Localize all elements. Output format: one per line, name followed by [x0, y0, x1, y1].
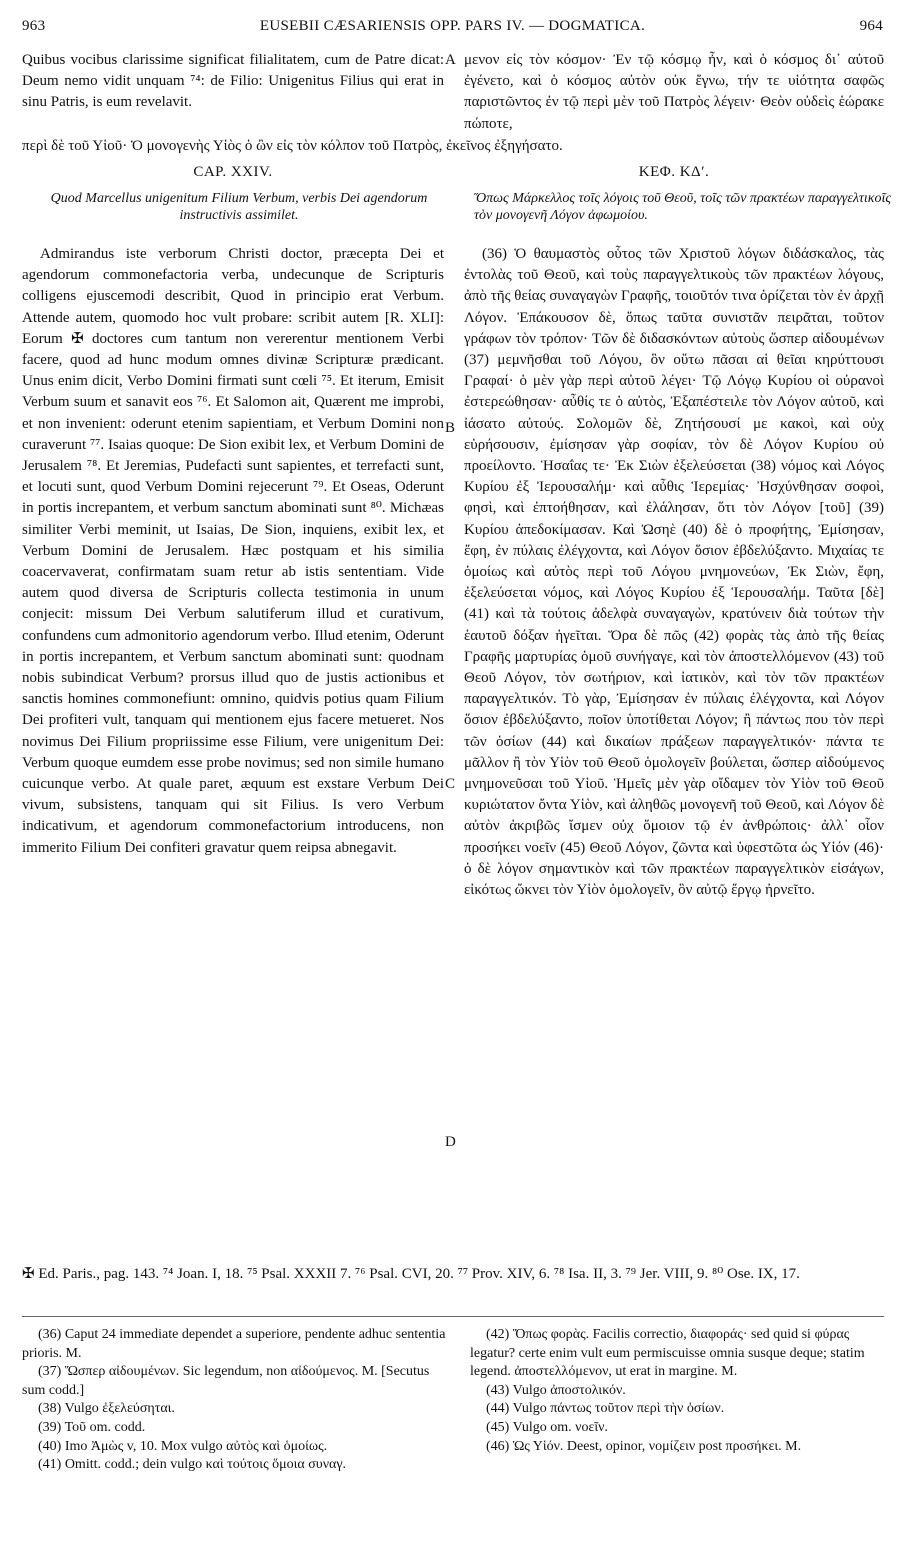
scripture-references: ✠ Ed. Paris., pag. 143. ⁷⁴ Joan. I, 18. ⁷⁵ Psal. XXXII 7. ⁷⁶ Psal. CVI, 20. ⁷⁷ Prov. XIV, 6. ⁷⁸ Isa. II, 3. ⁷⁹ Jer. VIII, 9. ⁸⁰ Ose. IX, 17. [22, 1266, 800, 1282]
latin-chapter-summary: Quod Marcellus unigenitum Filium Verbum, verbis Dei agendorum instructivis assimilet. [50, 191, 428, 223]
note-item: (45) Vulgo om. νοεῖν. [486, 1419, 608, 1435]
top-greek-text: μενον εἰς τὸν κόσμον· Ἐν τῷ κόσμῳ ἦν, καὶ ὁ κόσμος δι᾽ αὐτοῦ ἐγένετο, καὶ ὁ κόσμος αὐτὸν οὐκ ἔγνω, τήν τε υἱότητα σαφῶς παριστῶντος ἐν τῷ περὶ μὲν τοῦ Πατρὸς λέγειν· Θεὸν οὐδεὶς ἑώρακε πώποτε, [464, 52, 884, 132]
note-item: (43) Vulgo ἀποστολικόν. [486, 1382, 626, 1398]
note-item: (39) Τοῦ om. codd. [38, 1419, 146, 1435]
notes-left-column [22, 1326, 452, 1475]
note-item: (40) Imo Ἀμὼς v, 10. Mox vulgo αὐτὸς καὶ ὁμοίως. [38, 1438, 328, 1454]
note-item: (37) Ὥσπερ αἰδουμένων. Sic legendum, non αἰδούμενος. M. [Secutus sum codd.] [22, 1364, 430, 1398]
greek-full-line: περὶ δὲ τοῦ Υἱοῦ· Ὁ μονογενὴς Υἱὸς ὁ ὢν εἰς τὸν κόλπον τοῦ Πατρὸς, ἐκεῖνος ἐξηγήσατο. [22, 138, 563, 154]
note-item: (42) Ὅπως φορὰς. Facilis correctio, διαφοράς· sed quid si φύρας legatur? certe enim vult eum permiscuisse omnia susque deque; statim legend. ἀποστελλόμενον, ut erat in margine. M. [470, 1327, 865, 1380]
page-number-left: 963 [22, 18, 46, 34]
running-title: EUSEBII CÆSARIENSIS OPP. PARS IV. — DOGMATICA. [259, 18, 646, 34]
margin-marker-a: A [445, 52, 456, 68]
greek-body-column [464, 244, 884, 901]
margin-marker-c: C [445, 776, 456, 792]
note-item: (46) Ὡς Υἱόν. Deest, opinor, νομίζειν post προσήκει. M. [486, 1438, 802, 1454]
margin-marker-d: D [445, 1134, 456, 1150]
notes-separator [22, 1316, 884, 1317]
latin-body-paragraph: Admirandus iste verborum Christi doctor, præcepta Dei et agendorum commonefactoria verba, undecunque de Scripturis colligens ejuscemodi describit, Quod in principio erat Verbum. Attende autem, quomodo hoc vult probare: scribit autem [R. XLI]: Eorum ✠ doctores cum tantum non vererentur mentionem Verbi facere, quod ad hunc modum omnes divinæ Scripturæ prædicant. Unus enim dicit, Verbo Domini firmati sunt cœli ⁷⁵. Et iterum, Emisit Verbum suum et sanavit eos ⁷⁶. Et Salomon ait, Quærent me improbi, et non invenient: oderunt etenim sapientiam, et Verbum Domini non curaverunt ⁷⁷. Isaias quoque: De Sion exibit lex, et Verbum Domini de Jerusalem ⁷⁸. Et Jeremias, Pudefacti sunt sapientes, et terrefacti sunt, et locuti sunt, quod Verbum Domini rejecerunt ⁷⁹. Et Oseas, Oderunt in portis increpantem, et verbum sanctum abominati sunt ⁸⁰. Michæas similiter Verbi meminit, ut Isaias, De Sion, inquiens, exibit lex, et Verbum Domini de Jerusalem. Hæc postquam et his similia coacervaverat, confirmatam suam retur ab istis sententiam. Vide autem quod diversa de Scripturis collecta testimonia in unum conjecit: missum Dei Verbum salutiferum illud et curativum, confundens cum admonitorio agendorum verbo. Illud etenim, Oderunt in portis increpantem, et Verbum sanctum abominati sunt: quodnam nobis subindicat Verbum? prorsus illud quo de justis actionibus et sanctis homines commonefiunt: omnino, quidvis potius quam Filium Dei profiteri vult, tanquam qui mentionem ejus facere metueret. Nos novimus Dei Filium propriissime esse Filium, vere unigenitum Dei: Verbum quoque eumdem esse probe novimus; sed non simile humano cuicunque verbo. At quale paret, æquum est exstare Verbum Dei vivum, subsistens, tanquam qui sit Filius. Is vero Verbum indicativum, et agendorum commonefactorium introducens, non immerito Filium Dei confiteri gravatur quem reipsa abnegavit. [22, 246, 444, 856]
note-item: (41) Omitt. codd.; dein vulgo καὶ τούτοις ὅμοια συναγ. [38, 1457, 347, 1473]
note-item: (38) Vulgo ἐξελεύσηται. [38, 1401, 175, 1417]
running-header [22, 18, 883, 40]
note-item: (44) Vulgo πάντως τοῦτον περὶ τὴν ὁσίων. [486, 1401, 725, 1417]
top-latin-text: Quibus vocibus clarissime significat filialitatem, cum de Patre dicat: Deum nemo vidit unquam ⁷⁴: de Filio: Unigenitus Filius qui erat in sinu Patris, is eum revelavit. [22, 52, 444, 111]
greek-body-paragraph: (36) Ὁ θαυμαστὸς οὗτος τῶν Χριστοῦ λόγων διδάσκαλος, τὰς ἐντολὰς τοῦ Θεοῦ, καὶ τοὺς παραγγελτικοὺς τῶν πρακτέων λόγους, ἀπὸ τῆς θείας συναγαγὼν Γραφῆς, τοιοῦτόν τινα ὁρίζεται τὸν ἐν ἀρχῇ Λόγον. Ἐπάκουσον δὲ, ὅπως ταῦτα συνιστᾶν πειρᾶται, τοῦτον γράφων τὸν τρόπον· Τῶν δὲ διδασκόντων αὐτοὺς ὥσπερ αἰδουμένων (37) μεμνῆσθαι τοῦ Λόγου, ὃν οὕτω πᾶσαι αἱ θεῖαι κηρύττουσι Γραφαί· ὁ μὲν γὰρ περὶ αὐτοῦ λέγει· Τῷ Λόγῳ Κυρίου οἱ οὐρανοὶ ἐστερεώθησαν· αὖθίς τε ὁ αὐτὸς, Ἐξαπέστειλε τὸν Λόγον αὐτοῦ, καὶ ἰάσατο αὐτούς. Σολομῶν δὲ, Ζητήσουσί με κακοὶ, καὶ οὐχ εὑρήσουσιν, ἐμίσησαν γὰρ σοφίαν, τὸν δὲ Λόγον Κυρίου οὐ προείλοντο. Ἡσαΐας τε· Ἐκ Σιὼν ἐξελεύσεται (38) νόμος καὶ Λόγος Κυρίου ἐξ Ἰερουσαλήμ· καὶ αὖθις Ἱερεμίας· Ἠσχύνθησαν σοφοὶ, φησὶ, καὶ ἐπτοήθησαν, καὶ ἐλάλησαν, ὅτι τὸν Λόγον [τοῦ] (39) Κυρίου ἀπεδοκίμασαν. Καὶ Ὠσηὲ (40) δὲ ὁ προφήτης, Ἐμίσησαν, ἔφη, ἐν πύλαις ἐλέγχοντα, καὶ Λόγον ὅσιον ἐβδελύξαντο. Μιχαίας τε ὁμοίως καὶ αὐτὸς περὶ τοῦ Λόγου μνημονεύων, Ἐκ Σιὼν, ἔφη, ἐξελεύσεται νόμος, καὶ Λόγος Κυρίου ἐξ Ἱερουσαλήμ. Ταῦτα [δὲ] (41) καὶ τὰ τούτοις ἀδελφὰ συναγαγὼν, κρατύνειν διὰ τούτων τὴν ἑαυτοῦ δόξαν ἡγεῖται. Ὅρα δὲ πῶς (42) φορὰς τὰς ἀπὸ τῆς θείας Γραφῆς μαρτυρίας ὁμοῦ συνήγαγε, καὶ τὸν ἀποστελλόμενον (43) τοῦ Θεοῦ Λόγον, τὸν σωτήριον, καὶ ἰατικὸν, καὶ τὸν τῶν πρακτέων παραγγελτικόν. Τὸ γὰρ, Ἐμίσησαν ἐν πύλαις ἐλέγχοντα, καὶ Λόγον ὅσιον ἐβδελύξαντο, ποῖον ὑποτίθεται Λόγον; ἢ πάντως που τὸν περὶ τῶν ὁσίων (44) καὶ δικαίων πράξεων παραγγελτικόν· πάντα τε μᾶλλον ἢ τὸν Υἱὸν τοῦ Θεοῦ ὁμολογεῖν βούλεται, ὥσπερ αἰδούμενος μνημονεῦσαι τοῦ Υἱοῦ. Ἡμεῖς μὲν γὰρ οἴδαμεν τὸν Υἱὸν τοῦ Θεοῦ κυριώτατον ὄντα Υἱὸν, καὶ ἀληθῶς μονογενῆ τοῦ Θεοῦ, καὶ Λόγον δὲ αὐτὸν ἀκριβῶς ἴσμεν οὐχ ὅμοιον τῷ ἐν ἀνθρώποις· ἀλλ᾽ οἷον προσήκει νοεῖν (45) Θεοῦ Λόγον, ζῶντα καὶ ὑφεστῶτα ὡς Υἱόν (46)· ὁ δὲ λόγον σημαντικὸν καὶ τῶν πρακτέων παραγγελτικὸν εἰσάγων, εἰκότως ὤκνει τὸν Υἱὸν ὁμολογεῖν, ὃν αὐτῷ ἔργῳ ἠρνεῖτο. [464, 246, 884, 899]
notes-right-column [470, 1326, 884, 1456]
latin-chapter-title: CAP. XXIV. [193, 164, 273, 180]
margin-marker-b: B [445, 420, 456, 436]
page-number-right: 964 [859, 18, 883, 34]
latin-body-column [22, 244, 444, 859]
greek-chapter-summary: Ὅπως Μάρκελλος τοῖς λόγοις τοῦ Θεοῦ, τοῖς τῶν πρακτέων παραγγελτικοῖς τὸν μονογενῆ Λόγον ἀφωμοίου. [474, 191, 892, 223]
greek-chapter-title: ΚΕΦ. ΚΔʹ. [638, 164, 710, 180]
note-item: (36) Caput 24 immediate dependet a superiore, pendente adhuc sententia prioris. M. [22, 1327, 446, 1361]
